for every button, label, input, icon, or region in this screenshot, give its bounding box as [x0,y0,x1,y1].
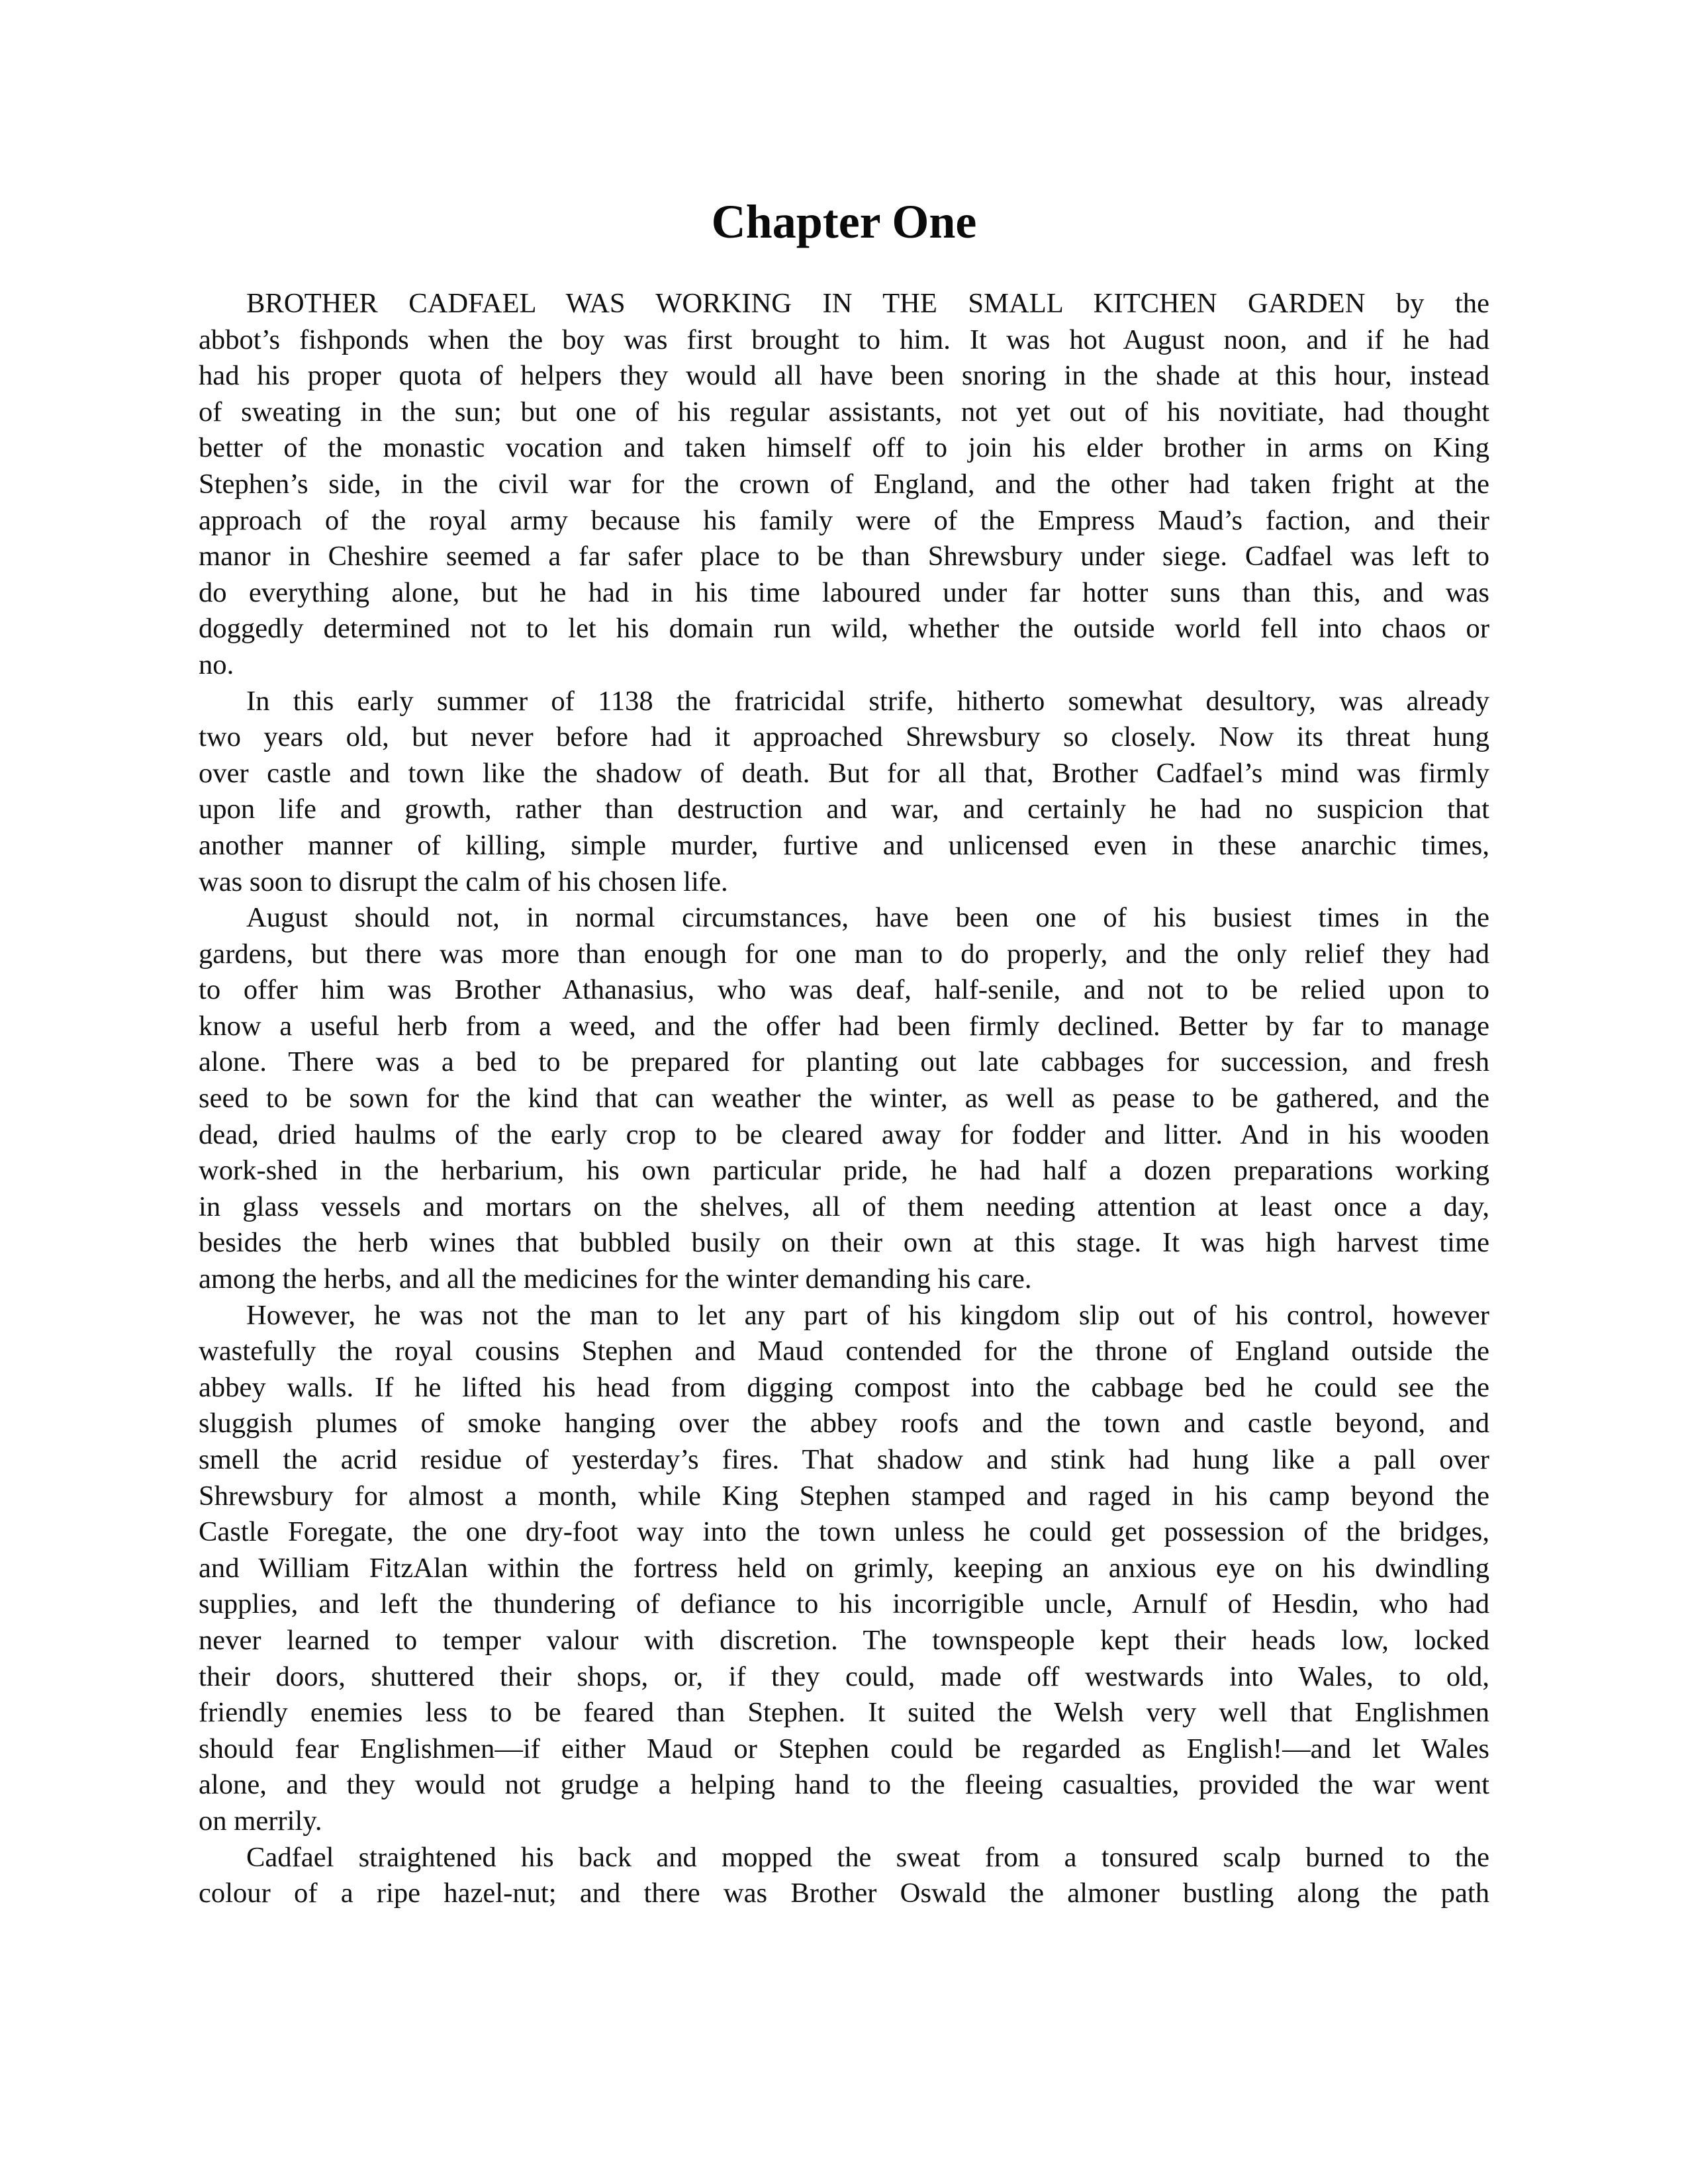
paragraph [199,684,1489,901]
text-line: supplies, and left the thundering of defiance to his incorrigible uncle, Arnulf of Hesdin, who had [199,1588,1489,1620]
text-line: of sweating in the sun; but one of his regular assistants, not yet out of his novitiate, had thought [199,396,1489,428]
text-line: alone, and they would not grudge a helping hand to the fleeing casualties, provided the war went [199,1769,1489,1801]
text-line: work-shed in the herbarium, his own particular pride, he had half a dozen preparations working [199,1155,1489,1187]
text-line: over castle and town like the shadow of death. But for all that, Brother Cadfael’s mind was firmly [199,757,1489,789]
text-line: Cadfael straightened his back and mopped the sweat from a tonsured scalp burned to the [246,1841,1489,1873]
text-line: Castle Foregate, the one dry-foot way into the town unless he could get possession of the bridges, [199,1516,1489,1548]
text-line: besides the herb wines that bubbled busily on their own at this stage. It was high harvest time [199,1227,1489,1259]
text-line: Stephen’s side, in the civil war for the crown of England, and the other had taken fright at the [199,468,1489,500]
text-line: to offer him was Brother Athanasius, who was deaf, half-senile, and not to be relied upon to [199,974,1489,1006]
paragraph [199,286,1489,684]
text-line: However, he was not the man to let any part of his kingdom slip out of his control, however [246,1299,1489,1331]
text-line: Shrewsbury for almost a month, while King Stephen stamped and raged in his camp beyond the [199,1480,1489,1512]
text-line: no. [199,649,234,680]
paragraph [199,1298,1489,1840]
text-line: colour of a ripe hazel-nut; and there was Brother Oswald the almoner bustling along the path [199,1878,1489,1909]
text-line: dead, dried haulms of the early crop to be cleared away for fodder and litter. And in his wooden [199,1118,1489,1150]
text-line: their doors, shuttered their shops, or, if they could, made off westwards into Wales, to old, [199,1661,1489,1692]
text-line: had his proper quota of helpers they would all have been snoring in the shade at this hour, instead [199,360,1489,392]
text-line: In this early summer of 1138 the fratricidal strife, hitherto somewhat desultory, was already [246,685,1489,717]
text-line: wastefully the royal cousins Stephen and Maud contended for the throne of England outside the [199,1336,1489,1367]
text-line: upon life and growth, rather than destruction and war, and certainly he had no suspicion that [199,794,1489,825]
text-line: better of the monastic vocation and taken himself off to join his elder brother in arms on King [199,432,1489,464]
text-line: in glass vessels and mortars on the shelves, all of them needing attention at least once a day, [199,1191,1489,1222]
text-line: abbey walls. If he lifted his head from digging compost into the cabbage bed he could see the [199,1371,1489,1403]
text-line: smell the acrid residue of yesterday’s fires. That shadow and stink had hung like a pall over [199,1444,1489,1475]
text-line: and William FitzAlan within the fortress held on grimly, keeping an anxious eye on his dwindling [199,1552,1489,1584]
text-line: August should not, in normal circumstances, have been one of his busiest times in the [246,902,1489,934]
text-line: manor in Cheshire seemed a far safer place to be than Shrewsbury under siege. Cadfael was left to [199,541,1489,572]
text-line: BROTHER CADFAEL WAS WORKING IN THE SMALL KITCHEN GARDEN by the [246,288,1489,319]
text-line: do everything alone, but he had in his time laboured under far hotter suns than this, and was [199,576,1489,608]
text-line: approach of the royal army because his family were of the Empress Maud’s faction, and their [199,504,1489,536]
text-line: seed to be sown for the kind that can weather the winter, as well as pease to be gathered, and the [199,1083,1489,1115]
text-line: alone. There was a bed to be prepared for planting out late cabbages for succession, and fresh [199,1046,1489,1078]
text-line: another manner of killing, simple murder, furtive and unlicensed even in these anarchic times, [199,829,1489,861]
text-line: should fear Englishmen—if either Maud or Stephen could be regarded as English!—and let Wales [199,1733,1489,1764]
text-line: was soon to disrupt the calm of his chosen life. [199,866,728,897]
text-line: on merrily. [199,1805,322,1837]
text-line: friendly enemies less to be feared than Stephen. It suited the Welsh very well that Englishmen [199,1697,1489,1729]
text-line: sluggish plumes of smoke hanging over the abbey roofs and the town and castle beyond, and [199,1408,1489,1439]
paragraph [199,900,1489,1298]
text-line: doggedly determined not to let his domain run wild, whether the outside world fell into chaos or [199,613,1489,645]
text-line: gardens, but there was more than enough for one man to do properly, and the only relief they had [199,938,1489,970]
paragraph [199,1840,1489,1912]
text-line: among the herbs, and all the medicines for the winter demanding his care. [199,1263,1032,1295]
chapter-title: Chapter One [711,195,977,248]
text-line: know a useful herb from a weed, and the offer had been firmly declined. Better by far to manage [199,1010,1489,1042]
chapter-body [199,286,1489,1912]
text-line: two years old, but never before had it approached Shrewsbury so closely. Now its threat hung [199,721,1489,753]
text-line: never learned to temper valour with discretion. The townspeople kept their heads low, locked [199,1624,1489,1656]
text-line: abbot’s fishponds when the boy was first brought to him. It was hot August noon, and if he had [199,324,1489,355]
